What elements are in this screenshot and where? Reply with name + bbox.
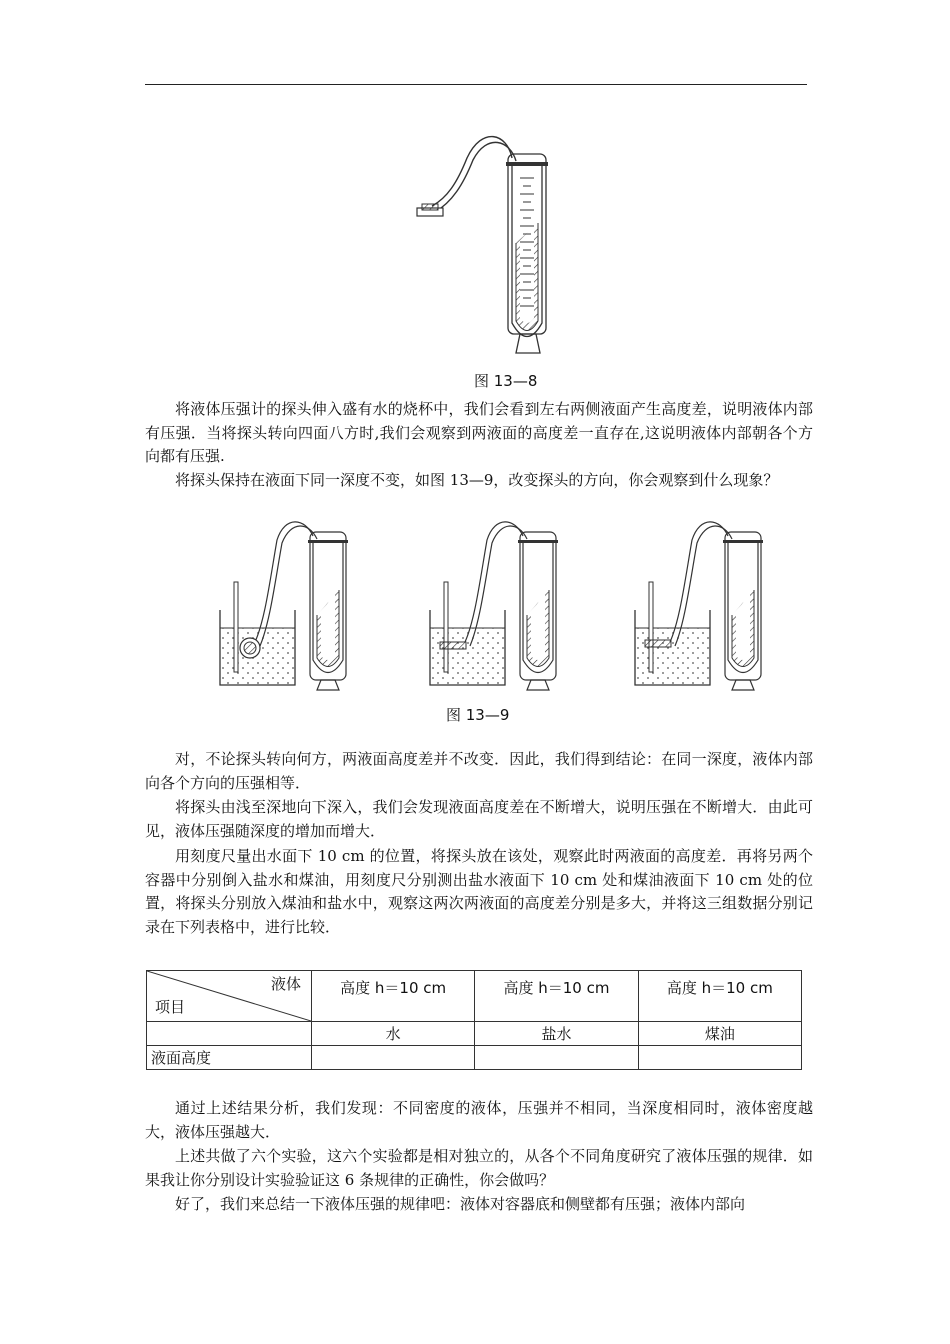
paragraph-6: 通过上述结果分析，我们发现：不同密度的液体，压强并不相同，当深度相同时，液体密度越大，液体压强越大． [145,1099,813,1141]
paragraph-4: 将探头由浅至深地向下深入，我们会发现液面高度差在不断增大，说明压强在不断增大．由此可见，液体压强随深度的增加而增大． [145,798,813,840]
table-header-row [147,971,802,1022]
table-cell: 煤油 [638,1022,801,1046]
table-liquid-row [147,1022,802,1046]
manometer-figure-13-8 [412,128,562,363]
paragraph-1: 将液体压强计的探头伸入盛有水的烧杯中，我们会看到左右两侧液面产生高度差，说明液体内部有压强．当将探头转向四面八方时,我们会观察到两液面的高度差一直存在,这说明液体内部朝各个方向都有压强. [145,400,813,465]
corner-liquid-label: 液体 [270,975,301,993]
row-label: 液面高度 [147,1046,312,1070]
table-cell: 水 [312,1022,475,1046]
figure-13-9-caption: 图 13—9 [446,706,510,724]
table-header: 高度 h＝10 cm [475,971,638,1022]
results-table [146,970,802,1070]
table-header: 高度 h＝10 cm [638,971,801,1022]
manometer-figure-13-9 [215,510,775,695]
paragraph-8: 好了，我们来总结一下液体压强的规律吧：液体对容器底和侧壁都有压强；液体内部向 [175,1195,746,1213]
paragraph-3: 对，不论探头转向何方，两液面高度差并不改变．因此，我们得到结论：在同一深度，液体内部向各个方向的压强相等． [145,750,813,792]
figure-13-8-caption: 图 13—8 [474,372,538,390]
paragraph-2: 将探头保持在液面下同一深度不变，如图 13—9，改变探头的方向，你会观察到什么现象？ [175,471,779,489]
table-row [147,1046,802,1070]
paragraph-5: 用刻度尺量出水面下 10 cm 的位置，将探头放在该处，观察此时两液面的高度差．再将另两个容器中分别倒入盐水和煤油，用刻度尺分别测出盐水液面下 10 cm 处和煤油液面下 10 cm 处的位置，将探头分别放入煤油和盐水中，观察这两次两液面的高度差分别是多大，并将这三组数据分别记录在下列表格中，进行比较． [145,847,813,936]
header-rule [145,84,807,85]
table-cell: 盐水 [475,1022,638,1046]
corner-item-label: 项目 [155,998,186,1016]
table-header: 高度 h＝10 cm [312,971,475,1022]
paragraph-7: 上述共做了六个实验，这六个实验都是相对独立的，从各个不同角度研究了液体压强的规律．如果我让你分别设计实验验证这 6 条规律的正确性，你会做吗？ [145,1147,813,1189]
table-corner-cell [147,971,312,1022]
